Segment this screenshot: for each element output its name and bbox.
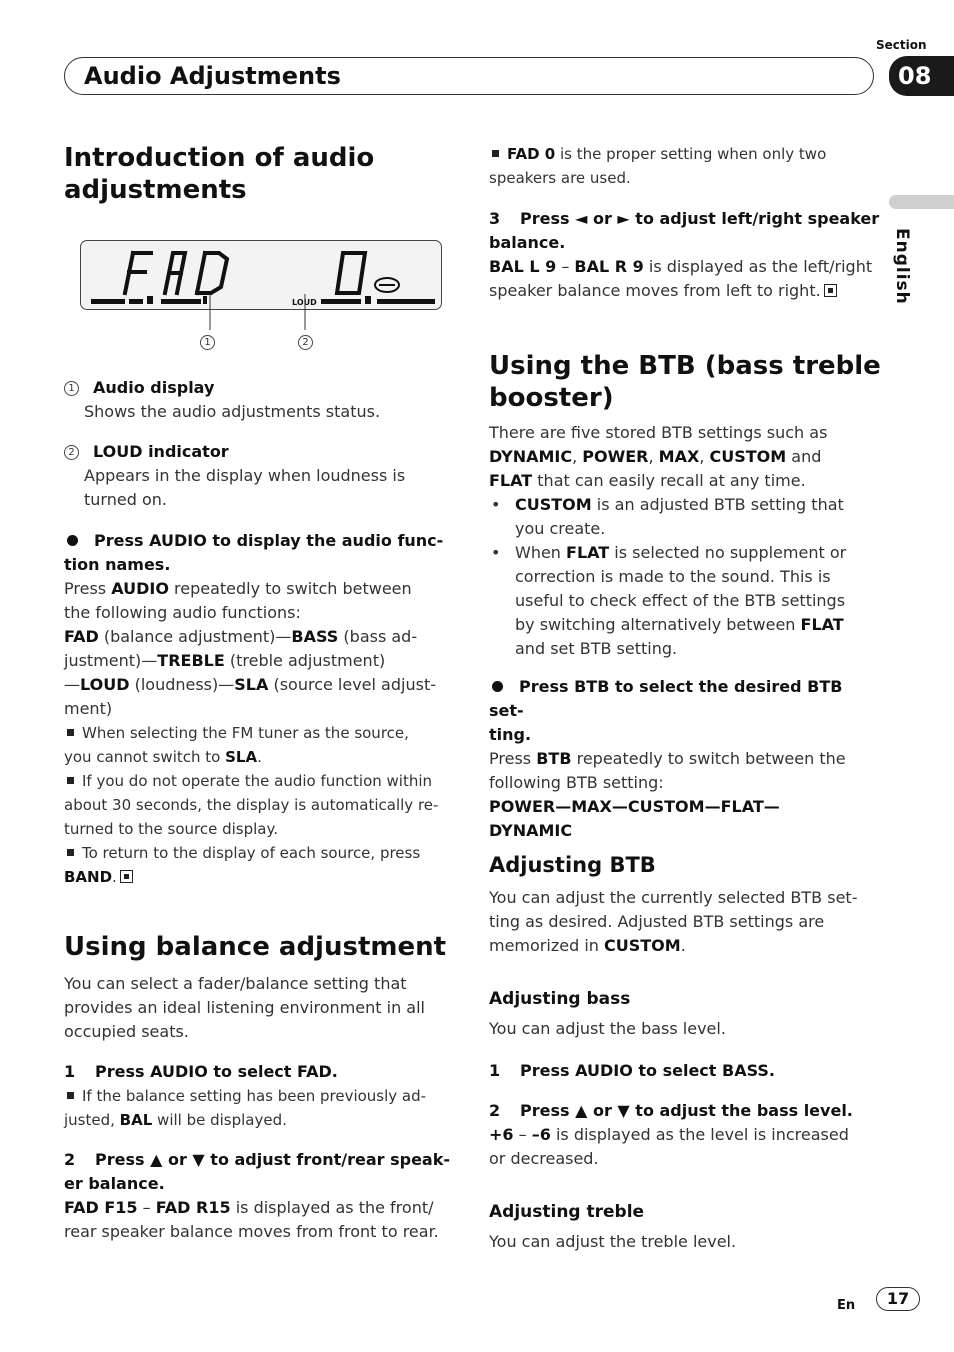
language-tab-marker (889, 195, 954, 209)
btb-intro: There are five stored BTB settings such as DYNAMIC, POWER, MAX, CUSTOM and FLAT that can easily recall at any time. • CUSTOM is an adjusted BTB setting that you create. • When FLAT is selected no supplement or correction is made to the sound. This is useful to check effect of the BTB settings by switching alternatively between FLAT and set BTB setting. (489, 423, 847, 658)
adjusting-bass-heading: Adjusting bass (489, 989, 631, 1009)
adjusting-btb-body: You can adjust the currently selected BTB set- ting as desired. Adjusted BTB settings are memorized in CUSTOM. (489, 888, 858, 955)
adjusting-btb-heading: Adjusting BTB (489, 853, 656, 877)
page-number: 17 (876, 1287, 920, 1311)
bass-step-2: 2 Press ▲ or ▼ to adjust the bass level. +6 – –6 is displayed as the level is increased or decreased. (489, 1101, 853, 1168)
bass-step-1: 1 Press AUDIO to select BASS. (489, 1061, 775, 1080)
callout-2: 2 (298, 332, 327, 351)
balance-step-2: 2 Press ▲ or ▼ to adjust front/rear speak- er balance. FAD F15 – FAD R15 is displayed as the front/ rear speaker balance moves from front to rear. (64, 1150, 450, 1241)
section-label: Section (876, 38, 927, 52)
page-header-title: Audio Adjustments (84, 62, 341, 90)
callout-leaders (205, 292, 315, 334)
lcd-loud-label: LOUD (292, 298, 317, 307)
legend-item-loud-indicator: 2 LOUD indicator Appears in the display when loudness is turned on. (64, 440, 464, 512)
callout-1: 1 (200, 332, 229, 351)
adjusting-treble-intro: You can adjust the treble level. (489, 1232, 737, 1251)
balance-intro: You can select a fader/balance setting that provides an ideal listening environment in all occupied seats. (64, 974, 425, 1041)
end-mark-icon (824, 284, 837, 297)
language-tab-label: English (892, 228, 912, 305)
section-number-badge: 08 (889, 56, 954, 96)
end-mark-icon (120, 870, 133, 883)
legend-item-audio-display: 1 Audio display Shows the audio adjustments status. (64, 376, 464, 424)
footer-language: En (837, 1298, 856, 1313)
balance-step-1: 1 Press AUDIO to select FAD. If the balance setting has been previously ad- justed, BAL will be displayed. (64, 1062, 427, 1129)
adjusting-treble-heading: Adjusting treble (489, 1202, 645, 1222)
intro-heading: Introduction of audio adjustments (64, 143, 375, 205)
balance-fad0-note: FAD 0 is the proper setting when only two speakers are used. (489, 145, 827, 187)
adjusting-bass-intro: You can adjust the bass level. (489, 1019, 726, 1038)
balance-heading: Using balance adjustment (64, 932, 447, 962)
balance-step-3: 3 Press ◄ or ► to adjust left/right speaker balance. BAL L 9 – BAL R 9 is displayed as the left/right speaker balance moves from left to right. (489, 209, 880, 300)
press-btb-section: Press BTB to select the desired BTB set- ting. Press BTB repeatedly to switch between the following BTB setting: POWER—MAX—CUSTOM—FLAT— DYNAMIC (489, 677, 846, 840)
press-audio-section: Press AUDIO to display the audio func- tion names. Press AUDIO repeatedly to switch between the following audio functions: FAD (balance adjustment)—BASS (bass ad- justment)—TREBLE (treble adjustment) —LOUD (loudness)—SLA (source level adjust- ment) When selecting the FM tuner as the source, you cannot switch to SLA. If you do not operate the audio function within about 30 seconds, the display is automatically re- turned to the source display. To return to the display of each source, press BAND. (64, 531, 444, 886)
btb-heading: Using the BTB (bass treble booster) (489, 351, 881, 413)
